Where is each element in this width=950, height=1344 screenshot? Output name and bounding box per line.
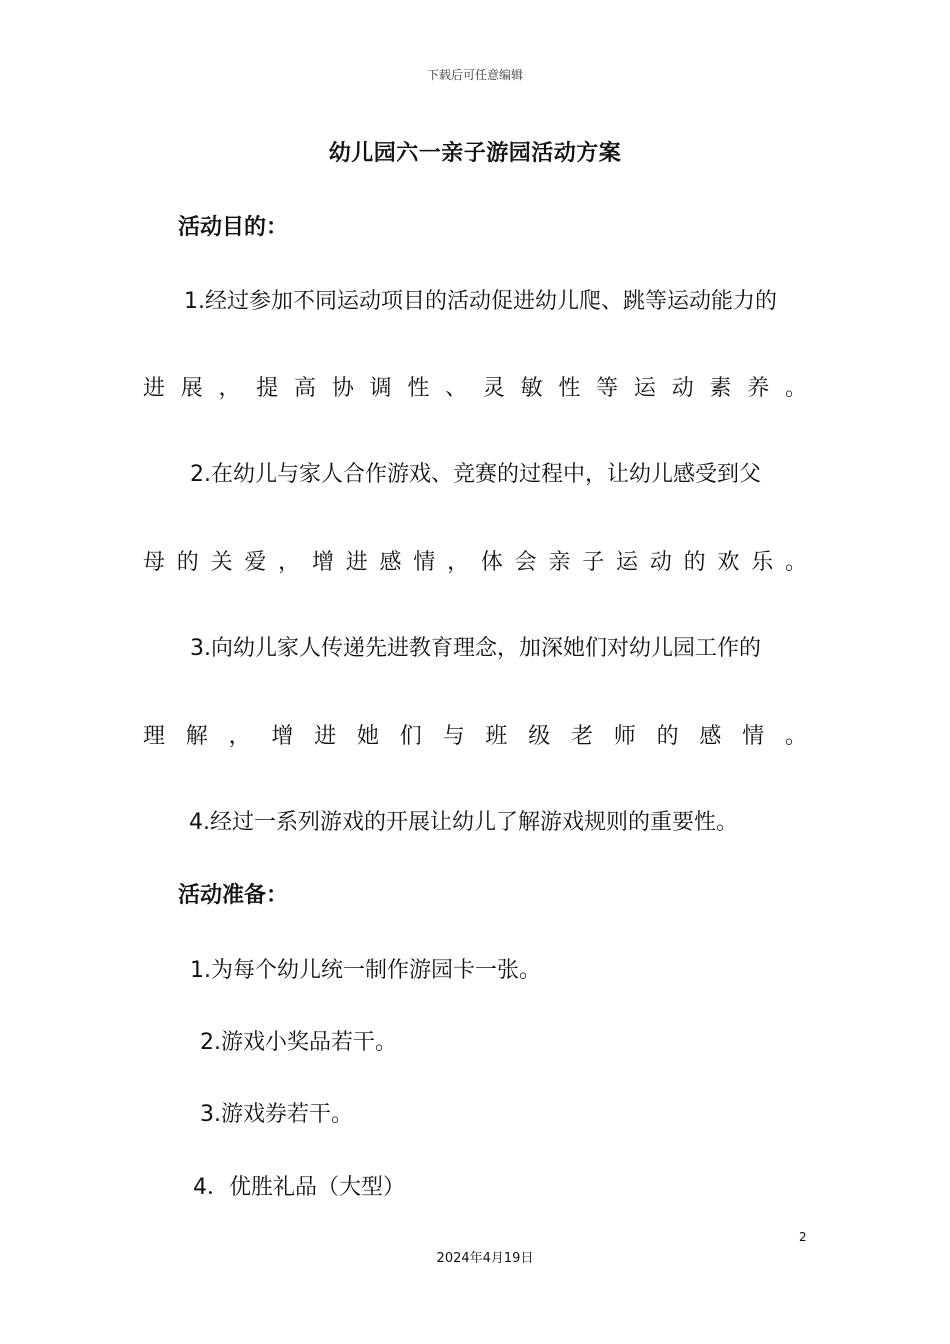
preparation-item-3: 3.游戏券若干。 bbox=[200, 1102, 353, 1127]
purpose-item-3-line1: 3.向幼儿家人传递先进教育理念，加深她们对幼儿园工作的 bbox=[190, 636, 761, 661]
header-note: 下载后可任意编辑 bbox=[426, 68, 523, 82]
purpose-item-3-line2: 理解，增进她们与班级老师的感情。 bbox=[143, 724, 807, 749]
preparation-heading: 活动准备： bbox=[178, 883, 289, 908]
footer-date: 2024年4月19日 bbox=[436, 1251, 534, 1266]
purpose-heading: 活动目的： bbox=[178, 215, 289, 240]
purpose-item-1-line1: 1.经过参加不同运动项目的活动促进幼儿爬、跳等运动能力的 bbox=[184, 289, 777, 314]
preparation-item-4: 4．优胜礼品（大型） bbox=[193, 1175, 405, 1200]
preparation-item-2: 2.游戏小奖品若干。 bbox=[200, 1030, 397, 1055]
purpose-item-1-line2: 进展，提高协调性、灵敏性等运动素养。 bbox=[143, 376, 807, 401]
document-title: 幼儿园六一亲子游园活动方案 bbox=[328, 141, 622, 166]
purpose-item-2-line2: 母的关爱，增进感情，体会亲子运动的欢乐。 bbox=[143, 550, 807, 575]
purpose-item-4: 4.经过一系列游戏的开展让幼儿了解游戏规则的重要性。 bbox=[189, 810, 738, 835]
preparation-item-1: 1.为每个幼儿统一制作游园卡一张。 bbox=[190, 958, 541, 983]
purpose-item-2-line1: 2.在幼儿与家人合作游戏、竞赛的过程中，让幼儿感受到父 bbox=[190, 462, 761, 487]
page-number: 2 bbox=[799, 1230, 807, 1244]
